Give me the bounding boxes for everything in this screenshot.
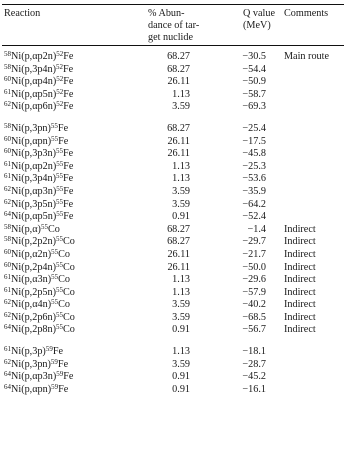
table-row [0, 325, 346, 338]
cell-q-value: −57.9 [242, 286, 266, 298]
cell-q-value: −45.2 [242, 371, 266, 383]
cell-abundance: 26.11 [167, 248, 190, 260]
top-rule [2, 4, 344, 5]
cell-q-value: −58.7 [242, 88, 266, 100]
cell-q-value: −28.7 [242, 358, 266, 370]
cell-abundance: 3.59 [172, 198, 190, 210]
cell-reaction: $^{58}Ni(p,3pn)^{55}Fe$ [4, 121, 69, 134]
cell-reaction: $^{62}Ni(p,2p6n)^{55}Co$ [4, 310, 75, 323]
cell-abundance: 68.27 [167, 223, 190, 235]
cell-abundance: 0.91 [172, 371, 190, 383]
cell-abundance: 26.11 [167, 261, 190, 273]
header-q-value: Q value (MeV) [243, 8, 275, 31]
cell-reaction: $^{62}Ni(p,\alpha 4n)^{55}Co$ [4, 298, 71, 311]
cell-reaction: $^{60}Ni(p,\alpha 2n)^{55}Co$ [4, 247, 71, 260]
table-row [0, 382, 346, 398]
table-row [0, 102, 346, 115]
cell-abundance: 3.59 [172, 101, 190, 113]
cell-comment: Indirect [284, 248, 316, 260]
cell-reaction: $^{61}Ni(p,\alpha p2n)^{55}Fe$ [4, 159, 74, 172]
cell-abundance: 68.27 [167, 122, 190, 134]
cell-abundance: 0.91 [172, 383, 190, 395]
header-reaction: Reaction [4, 8, 41, 19]
cell-q-value: −52.4 [242, 211, 266, 223]
cell-reaction: $^{60}Ni(p,\alpha p4n)^{52}Fe$ [4, 75, 74, 88]
cell-reaction: $^{58}Ni(p,\alpha)^{55}Co$ [4, 222, 60, 235]
table-row [0, 184, 346, 200]
cell-q-value: −35.9 [242, 185, 266, 197]
cell-reaction: $^{60}Ni(p,2p4n)^{55}Co$ [4, 260, 75, 273]
table-row [0, 52, 346, 65]
table-row [0, 300, 346, 313]
cell-comment: Indirect [284, 324, 316, 336]
table-row [0, 149, 346, 162]
cell-abundance: 1.13 [172, 274, 190, 286]
cell-comment: Indirect [284, 311, 316, 323]
cell-abundance: 26.11 [167, 148, 190, 160]
cell-abundance: 26.11 [167, 76, 190, 88]
cell-reaction: $^{62}Ni(p,\alpha p6n)^{52}Fe$ [4, 100, 74, 113]
cell-comment: Indirect [284, 261, 316, 273]
cell-reaction: $^{61}Ni(p,3p4n)^{55}Fe$ [4, 172, 74, 185]
cell-reaction: $^{64}Ni(p,2p8n)^{55}Co$ [4, 323, 75, 336]
cell-comment: Main route [284, 51, 329, 62]
cell-reaction: $^{60}Ni(p,3p3n)^{55}Fe$ [4, 147, 74, 160]
cell-reaction: $^{64}Ni(p,\alpha p5n)^{55}Fe$ [4, 210, 74, 223]
cell-abundance: 68.27 [167, 51, 190, 62]
cell-comment: Indirect [284, 236, 316, 248]
cell-q-value: −64.2 [242, 198, 266, 210]
table-header [0, 7, 346, 45]
cell-q-value: −29.6 [242, 274, 266, 286]
cell-reaction: $^{64}Ni(p,\alpha p3n)^{59}Fe$ [4, 370, 74, 383]
cell-abundance: 1.13 [172, 160, 190, 172]
cell-reaction: $^{62}Ni(p,3pn)^{59}Fe$ [4, 357, 69, 370]
cell-q-value: −68.5 [242, 311, 266, 323]
cell-abundance: 3.59 [172, 299, 190, 311]
cell-abundance: 1.13 [172, 286, 190, 298]
cell-reaction: $^{58}Ni(p,\alpha p2n)^{52}Fe$ [4, 50, 74, 62]
cell-abundance: 0.91 [172, 324, 190, 336]
cell-abundance: 26.11 [167, 135, 190, 147]
cell-abundance: 0.91 [172, 211, 190, 223]
table-row [0, 212, 346, 225]
cell-reaction: $^{61}Ni(p,3p)^{59}Fe$ [4, 345, 63, 358]
cell-reaction: $^{62}Ni(p,\alpha p3n)^{55}Fe$ [4, 184, 74, 197]
cell-comment: Indirect [284, 274, 316, 286]
header-abundance: % Abun- dance of tar- get nuclide [148, 8, 200, 43]
cell-q-value: −30.5 [242, 51, 266, 62]
cell-q-value: −21.7 [242, 248, 266, 260]
cell-reaction: $^{64}Ni(p,\alpha pn)^{59}Fe$ [4, 382, 69, 395]
cell-q-value: −25.4 [242, 122, 266, 134]
cell-q-value: −45.8 [242, 148, 266, 160]
cell-abundance: 3.59 [172, 358, 190, 370]
cell-comment: Indirect [284, 299, 316, 311]
cell-comment: Indirect [284, 223, 316, 235]
cell-abundance: 1.13 [172, 88, 190, 100]
cell-q-value: −56.7 [242, 324, 266, 336]
cell-reaction: $^{61}Ni(p,2p5n)^{55}Co$ [4, 285, 75, 298]
cell-abundance: 3.59 [172, 185, 190, 197]
cell-q-value: −69.3 [242, 101, 266, 113]
cell-q-value: −1.4 [247, 223, 266, 235]
cell-abundance: 1.13 [172, 173, 190, 185]
cell-q-value: −53.6 [242, 173, 266, 185]
cell-abundance: 3.59 [172, 311, 190, 323]
table-row [0, 77, 346, 90]
cell-abundance: 1.13 [172, 346, 190, 358]
cell-reaction: $^{60}Ni(p,\alpha pn)^{55}Fe$ [4, 134, 69, 147]
cell-reaction: $^{62}Ni(p,3p5n)^{55}Fe$ [4, 197, 74, 210]
table-row [0, 247, 346, 263]
cell-reaction: $^{58}Ni(p,2p2n)^{55}Co$ [4, 235, 75, 248]
cell-q-value: −40.2 [242, 299, 266, 311]
cell-reaction: $^{61}Ni(p,\alpha 3n)^{55}Co$ [4, 273, 71, 286]
cell-q-value: −29.7 [242, 236, 266, 248]
cell-q-value: −16.1 [242, 383, 266, 395]
header-comments: Comments [284, 8, 329, 19]
cell-abundance: 68.27 [167, 236, 190, 248]
cell-reaction: $^{61}Ni(p,\alpha p5n)^{52}Fe$ [4, 87, 74, 100]
cell-q-value: −18.1 [242, 346, 266, 358]
cell-abundance: 68.27 [167, 63, 190, 75]
table-body [0, 46, 346, 397]
table-row [0, 275, 346, 288]
cell-comment: Indirect [284, 286, 316, 298]
cell-q-value: −54.4 [242, 63, 266, 75]
cell-q-value: −17.5 [242, 135, 266, 147]
cell-q-value: −50.9 [242, 76, 266, 88]
cell-reaction: $^{58}Ni(p,3p4n)^{52}Fe$ [4, 62, 74, 75]
cell-q-value: −25.3 [242, 160, 266, 172]
cell-q-value: −50.0 [242, 261, 266, 273]
